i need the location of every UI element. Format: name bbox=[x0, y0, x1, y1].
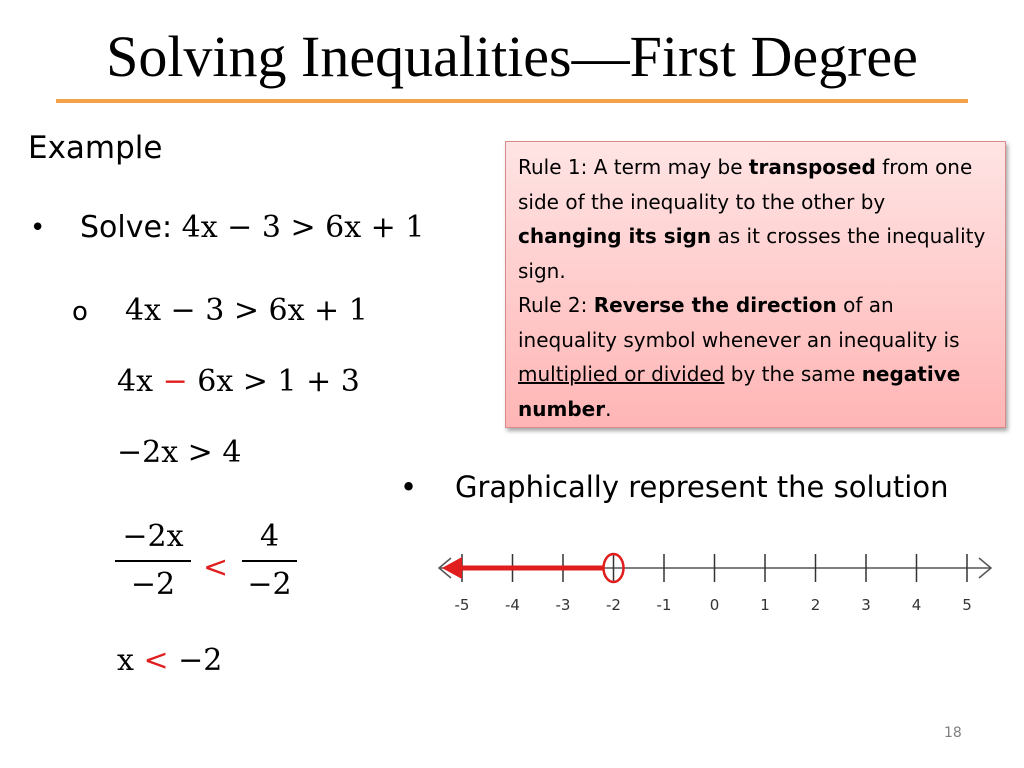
example-heading: Example bbox=[28, 130, 163, 166]
fraction-denominator: −2 bbox=[247, 567, 292, 602]
tick-label: 1 bbox=[760, 596, 770, 614]
tick-label: 4 bbox=[911, 596, 922, 614]
step-1: 4x − 3 > 6x + 1 bbox=[125, 293, 368, 328]
tick-label: 3 bbox=[861, 596, 871, 614]
tick-label: 2 bbox=[810, 596, 821, 614]
step-3: −2x > 4 bbox=[117, 435, 242, 470]
fraction-bar bbox=[242, 560, 297, 562]
solution-arrowhead bbox=[442, 557, 462, 579]
rule-2-text-cont: of an inequality symbol whenever an inequality is bbox=[518, 293, 960, 352]
fraction-numerator: −2x bbox=[122, 519, 184, 554]
page-number: 18 bbox=[944, 725, 962, 741]
rule-2-underline: multiplied or divided bbox=[518, 362, 725, 386]
solve-equation: 4x − 3 > 6x + 1 bbox=[181, 210, 425, 245]
rule-2-period: . bbox=[605, 396, 612, 421]
slide-title: Solving Inequalities—First Degree bbox=[106, 24, 918, 89]
rule-2-emphasis-negative: negative number bbox=[518, 362, 961, 421]
fraction-denominator: −2 bbox=[130, 567, 176, 602]
rule-2-emphasis-reverse: Reverse the direction bbox=[593, 293, 837, 317]
rule-1-text-end: as it crosses the inequality sign. bbox=[518, 224, 986, 283]
step-2-right: 6x > 1 + 3 bbox=[197, 364, 360, 399]
title-divider bbox=[56, 99, 968, 103]
step-2-left: 4x bbox=[117, 364, 154, 399]
step-4-right-fraction bbox=[242, 518, 297, 604]
tick-label: -2 bbox=[606, 596, 621, 614]
rule-1-text-cont: from one side of the inequality to the other by bbox=[518, 155, 973, 214]
fraction-bar bbox=[115, 560, 191, 562]
sub-bullet-marker: o bbox=[72, 297, 88, 327]
step-4-left-fraction bbox=[115, 518, 191, 604]
step-5-operator: < bbox=[143, 643, 169, 678]
rule-1-text: Rule 1: A term may be bbox=[518, 155, 749, 179]
step-2 bbox=[117, 364, 360, 399]
bullet-marker: • bbox=[400, 470, 418, 504]
rule-2-text: Rule 2: bbox=[518, 293, 594, 317]
graph-instruction: Graphically represent the solution bbox=[455, 470, 949, 504]
step-2-operator: − bbox=[162, 364, 188, 399]
number-line bbox=[425, 540, 1005, 620]
fraction-numerator: 4 bbox=[259, 519, 280, 554]
rules-callout bbox=[505, 141, 1006, 428]
tick-label: -3 bbox=[555, 596, 571, 614]
rule-1-emphasis-sign: changing its sign bbox=[518, 224, 712, 248]
step-5 bbox=[117, 643, 222, 678]
step-5-var: x bbox=[117, 643, 134, 678]
tick-label: 5 bbox=[962, 596, 972, 614]
bullet-marker: • bbox=[30, 213, 46, 243]
tick-label: -5 bbox=[454, 596, 470, 614]
solve-line bbox=[80, 210, 424, 245]
tick-label: -4 bbox=[505, 596, 520, 614]
tick-label: 0 bbox=[709, 596, 720, 614]
rule-1-emphasis-transposed: transposed bbox=[748, 155, 876, 179]
step-5-value: −2 bbox=[178, 643, 223, 678]
rule-2-text-cont2: by the same bbox=[724, 362, 862, 386]
tick-label: -1 bbox=[656, 596, 672, 614]
solve-label: Solve: bbox=[80, 210, 173, 245]
step-4-operator: < bbox=[203, 550, 229, 585]
